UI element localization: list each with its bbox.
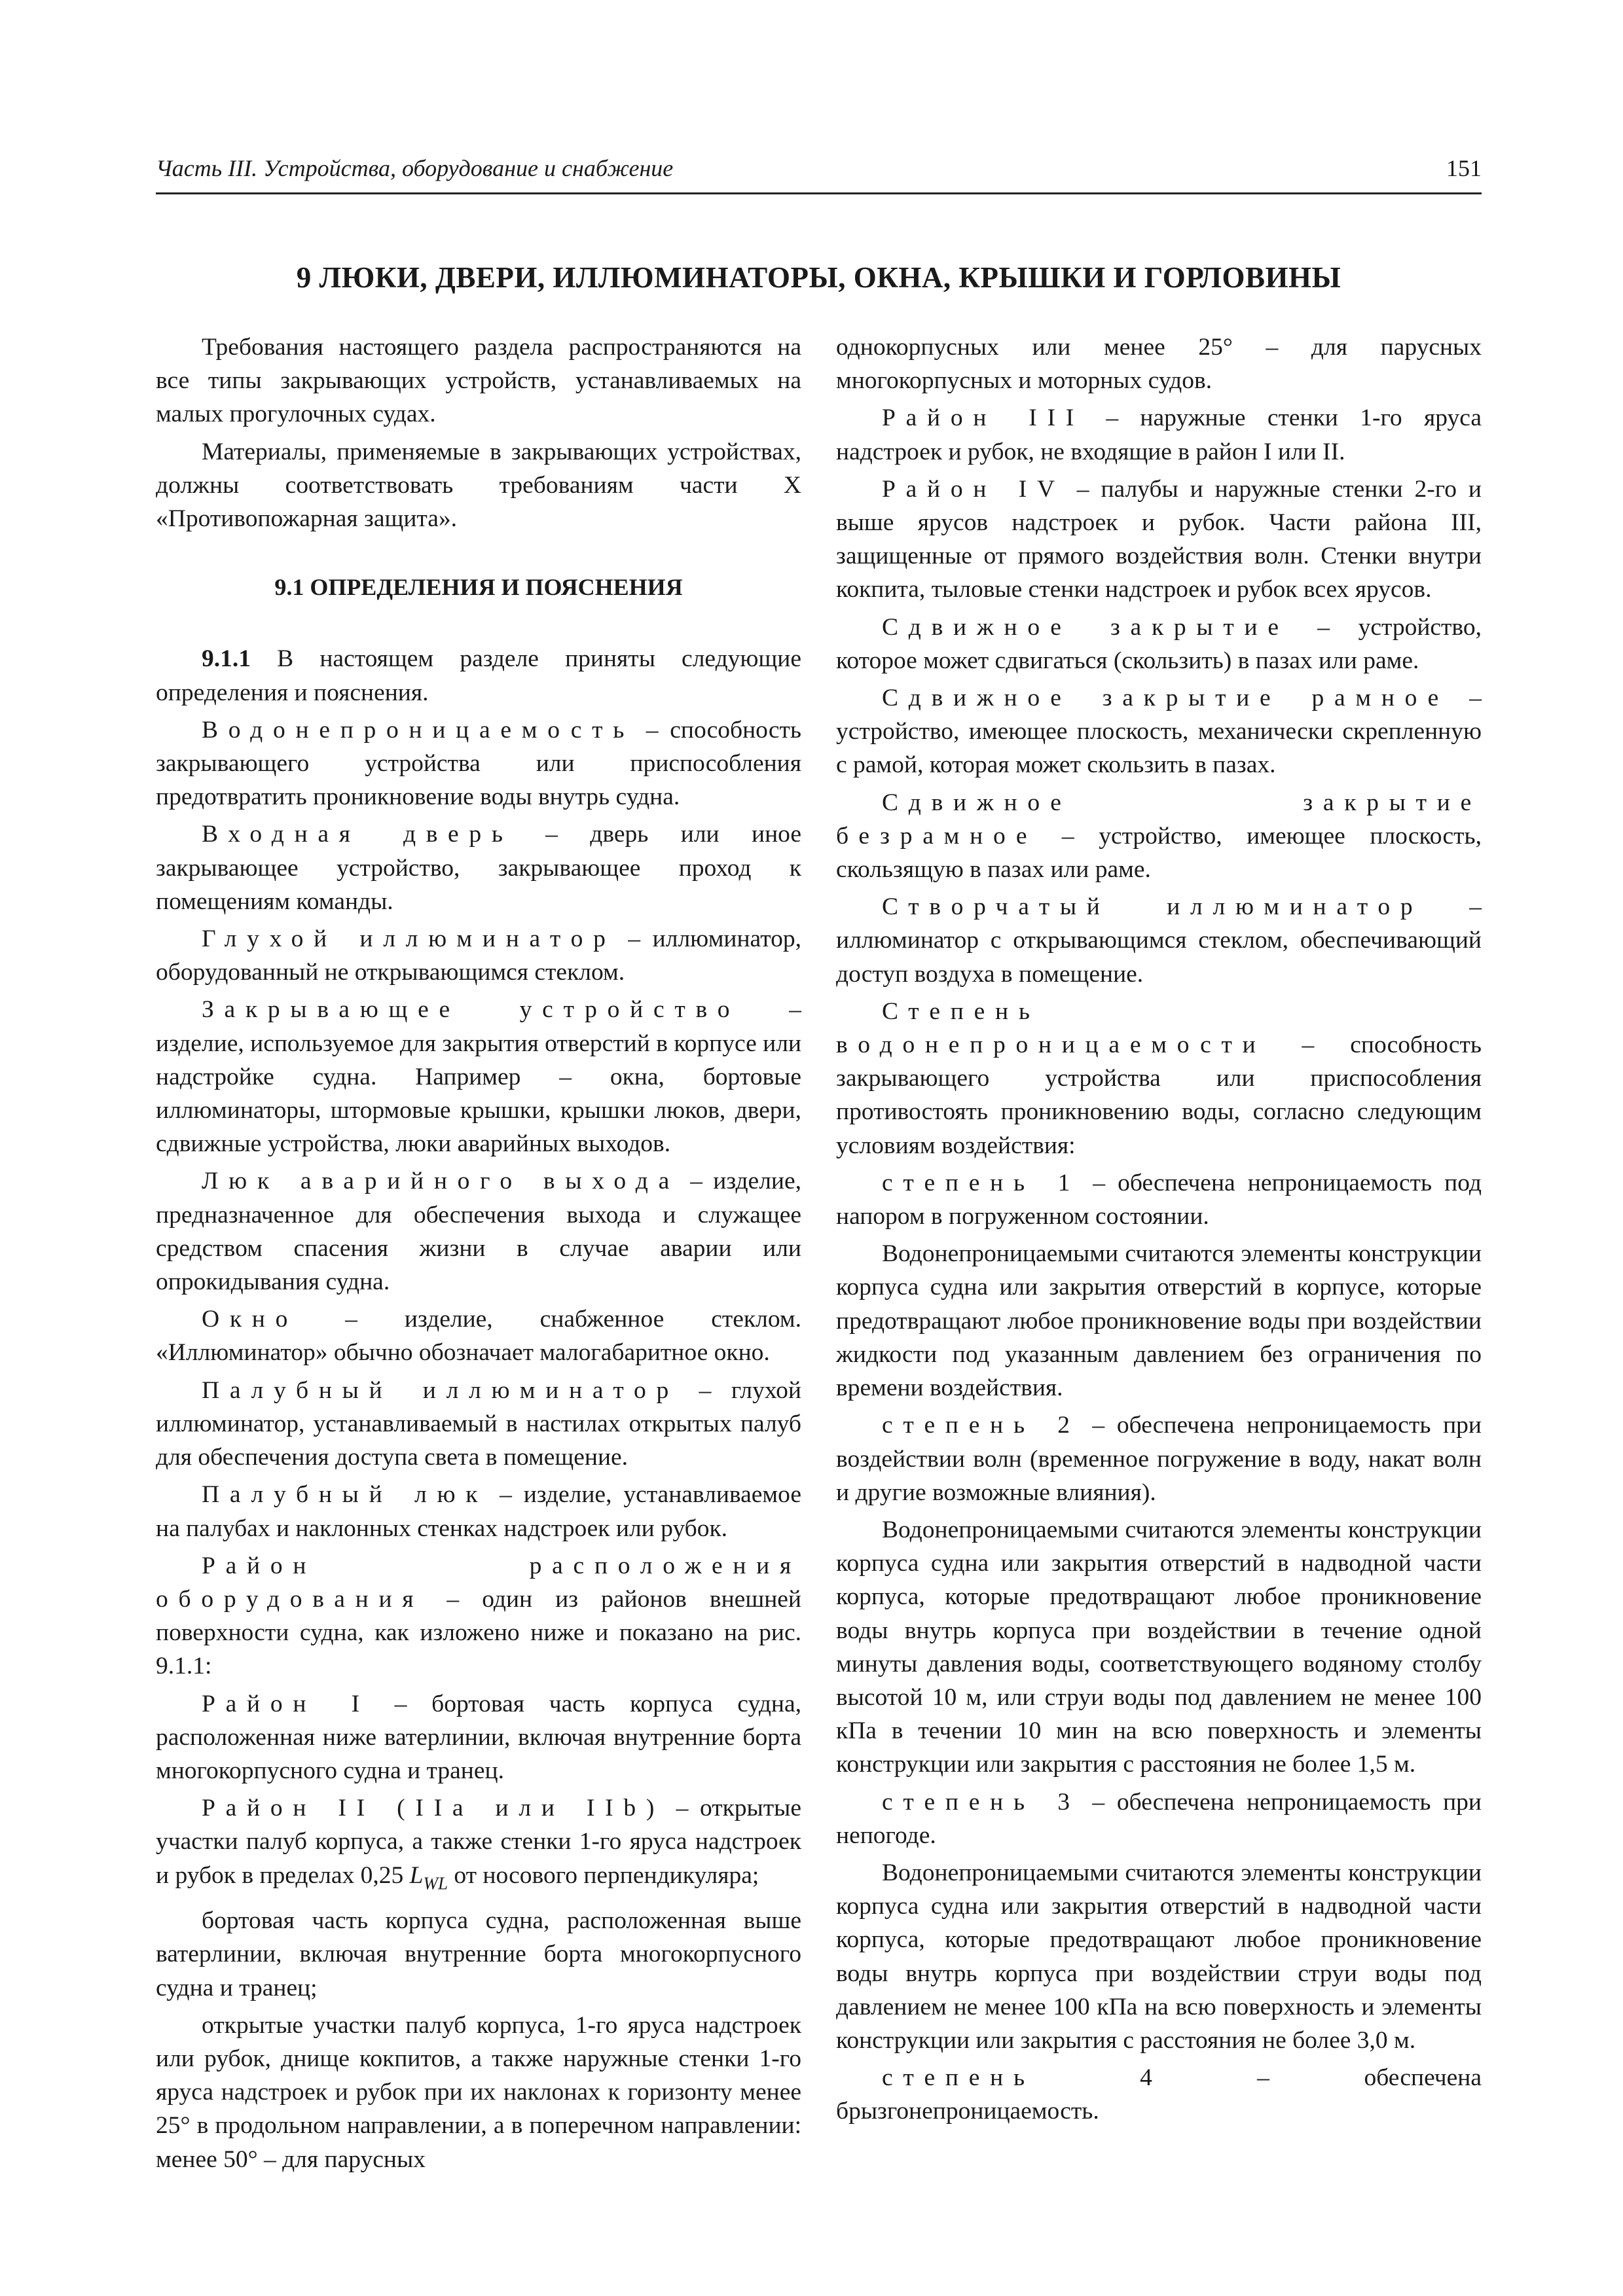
definition-text: – изделие, устанавливаемое на палубах и наклонных стенках надстроек или рубок. <box>156 1481 801 1542</box>
formula-symbol: L <box>409 1861 424 1889</box>
definition <box>836 681 1482 782</box>
page-number: 151 <box>1446 155 1482 181</box>
paragraph: открытые участки палуб корпуса, 1-го яруса надстроек или рубок, днище кокпитов, а также наружные стенки 1-го яруса надстроек и рубок при их наклонах к горизонту менее 25° в продольном направлении, а в поперечном направлении: менее 50° – для парусных <box>156 2011 801 2173</box>
section-heading: 9.1 ОПРЕДЕЛЕНИЯ И ПОЯСНЕНИЯ <box>274 574 683 601</box>
definition <box>836 786 1482 887</box>
definition-text: – устройство, имеющее плоскость, механически скрепленную с рамой, которая может скользить в пазах. <box>836 685 1482 779</box>
definition-term: степень 1 <box>882 1169 1081 1196</box>
paragraph: однокорпусных или менее 25° – для парусных многокорпусных и моторных судов. <box>836 334 1482 395</box>
definition-text: – обеспечена непроницаемость при непогоде. <box>836 1788 1482 1849</box>
paragraph: Водонепроницаемыми считаются элементы конструкции корпуса судна или закрытия отверстий в корпусе, которые предотвращают любое проникновение воды при воздействии жидкости под указанным давлением без ограничения по времени воздействия. <box>836 1240 1482 1402</box>
definition-text: – устройство, имеющее плоскость, скользящую в пазах или раме. <box>836 822 1482 884</box>
paragraph: Водонепроницаемыми считаются элементы конструкции корпуса судна или закрытия отверстий в надводной части корпуса, которые предотвращают любое проникновение воды внутрь корпуса при воздействии струи воды под давлением не менее 100 кПа на всю поверхность и элементы конструкции или закрытия с расстояния не более 3,0 м. <box>836 1859 1482 2054</box>
definition <box>156 1791 801 1900</box>
definition-term: Входная дверь <box>202 821 513 848</box>
left-column <box>156 331 801 2176</box>
definition <box>836 611 1482 677</box>
clause-number: 9.1.1 <box>202 645 251 673</box>
definition-term: Сдвижное закрытие рамное <box>882 685 1449 712</box>
definition-text: – иллюминатор с открывающимся стеклом, обеспечивающий доступ воздуха в помещение. <box>836 893 1482 988</box>
definition <box>836 890 1482 991</box>
definition-term: Глухой иллюминатор <box>202 925 616 953</box>
definition-text: – наружные стенки 1-го яруса надстроек и рубок, не входящие в район I или II. <box>836 404 1482 465</box>
definition-text: – один из районов внешней поверхности судна, как изложено ниже и показано на рис. 9.1.1: <box>156 1585 801 1680</box>
definition-term: степень 2 <box>882 1412 1080 1439</box>
definition <box>156 922 801 989</box>
definition <box>836 1408 1482 1509</box>
definition-term: Окно <box>202 1306 299 1333</box>
paragraph: бортовая часть корпуса судна, расположенная выше ватерлинии, включая внутренние борта многокорпусного судна и транец; <box>156 1907 801 2001</box>
formula-subscript: WL <box>423 1873 448 1893</box>
definition-term: Район II (IIa или IIb) <box>202 1795 665 1822</box>
right-column <box>836 331 1482 2128</box>
definition <box>156 817 801 918</box>
definition-term: Сдвижное закрытие безрамное <box>836 789 1482 850</box>
definition-term: Створчатый иллюминатор <box>882 893 1423 921</box>
definition <box>836 1785 1482 1852</box>
definition-text: – обеспечена непроницаемость под напором в погруженном состоянии. <box>836 1169 1482 1230</box>
definition <box>156 713 801 814</box>
definition <box>836 1166 1482 1233</box>
paragraph <box>156 642 801 709</box>
chapter-title: 9 ЛЮКИ, ДВЕРИ, ИЛЛЮМИНАТОРЫ, ОКНА, КРЫШКИ И ГОРЛОВИНЫ <box>296 261 1341 294</box>
paragraph: Водонепроницаемыми считаются элементы конструкции корпуса судна или закрытия отверстий в надводной части корпуса, которые предотвращают любое проникновение воды внутрь корпуса при воздействии в течение одной минуты давления воды, соответствующего водяному столбу высотой 10 м, или струи воды под давлением не менее 100 кПа в течении 10 мин на всю поверхность и элементы конструкции или закрытия с расстояния не более 1,5 м. <box>836 1516 1482 1778</box>
header-title: Часть III. Устройства, оборудование и снабжение <box>156 155 674 181</box>
definition-term: Район расположения оборудования <box>156 1552 801 1613</box>
definition-term: Сдвижное закрытие <box>882 613 1289 641</box>
definition <box>156 1302 801 1369</box>
definition-text: – дверь или иное закрывающее устройство, закрывающее проход к помещениям команды. <box>156 821 801 915</box>
definition-text: – способность закрывающего устройства или приспособления противостоять проникновению воды, согласно следующим условиям воздействия: <box>836 1031 1482 1159</box>
definition <box>156 993 801 1160</box>
definition <box>156 1374 801 1475</box>
definition-text: – обеспечена непроницаемость при воздействии волн (временное погружение в воду, накат волн и другие возможные влияния). <box>836 1412 1482 1506</box>
definition <box>836 401 1482 468</box>
definition-text: – изделие, используемое для закрытия отверстий в корпусе или надстройке судна. Например – окна, бортовые иллюминаторы, штормовые крышки, крышки люков, двери, сдвижные устройства, люки аварийных выходов. <box>156 996 802 1158</box>
definition <box>156 1549 801 1683</box>
paragraph: Требования настоящего раздела распространяются на все типы закрывающих устройств, устанавливаемых на малых прогулочных судах. <box>156 334 801 428</box>
definition-text: – глухой иллюминатор, устанавливаемый в настилах открытых палуб для обеспечения доступа света в помещение. <box>156 1376 801 1471</box>
definition-term: Закрывающее устройство <box>202 996 740 1024</box>
definition-term: Район III <box>882 404 1084 432</box>
definition-text: – изделие, снабженное стеклом. «Иллюминатор» обычно обозначает малогабаритное окно. <box>156 1306 801 1367</box>
definition-text: от носового перпендикуляра; <box>448 1861 759 1889</box>
definition-term: Палубный люк <box>202 1481 488 1509</box>
definition <box>156 1164 801 1299</box>
definition-term: Степень водонепроницаемости <box>836 997 1266 1059</box>
definition-text: – иллюминатор, оборудованный не открывающимся стеклом. <box>156 925 802 986</box>
definition-term: Палубный иллюминатор <box>202 1376 679 1404</box>
definition-term: степень 3 <box>882 1788 1080 1816</box>
definition-text: – способность закрывающего устройства или приспособления предотвратить проникновение воды внутрь судна. <box>156 716 801 811</box>
paragraph: Материалы, применяемые в закрывающих устройствах, должны соответствовать требованиям части X «Противопожарная защита». <box>156 438 801 533</box>
paragraph-text: В настоящем разделе приняты следующие определения и пояснения. <box>156 645 801 706</box>
running-header <box>156 152 1482 194</box>
definition-text: – бортовая часть корпуса судна, расположенная ниже ватерлинии, включая внутренние борта многокорпусного судна и транец. <box>156 1690 801 1784</box>
definition-text: – устройство, которое может сдвигаться (скользить) в пазах или раме. <box>836 613 1482 674</box>
definition <box>836 995 1482 1162</box>
definition-text: – обеспечена брызгонепроницаемость. <box>836 2064 1482 2125</box>
definition-text: – палубы и наружные стенки 2-го и выше ярусов надстроек и рубок. Части района III, защищенные от прямого воздействия волн. Стенки внутри кокпита, тыловые стенки надстроек и рубок всех ярусов. <box>836 475 1482 603</box>
definition-term: Район I <box>202 1690 370 1717</box>
definition <box>156 1478 801 1545</box>
definition-term: степень 4 <box>882 2064 1163 2092</box>
definition-text: – изделие, предназначенное для обеспечения выхода и служащее средством спасения жизни в случае аварии или опрокидывания судна. <box>156 1168 802 1296</box>
definition <box>156 1687 801 1788</box>
definition-term: Люк аварийного выхода <box>202 1168 680 1195</box>
definition-term: Район IV <box>882 475 1065 503</box>
definition <box>836 473 1482 607</box>
definition-text: – открытые участки палуб корпуса, а также стенки 1-го яруса надстроек и рубок в пределах 0,25 <box>156 1795 801 1889</box>
definition <box>836 2061 1482 2128</box>
definition-term: Водонепроницаемость <box>202 716 635 744</box>
